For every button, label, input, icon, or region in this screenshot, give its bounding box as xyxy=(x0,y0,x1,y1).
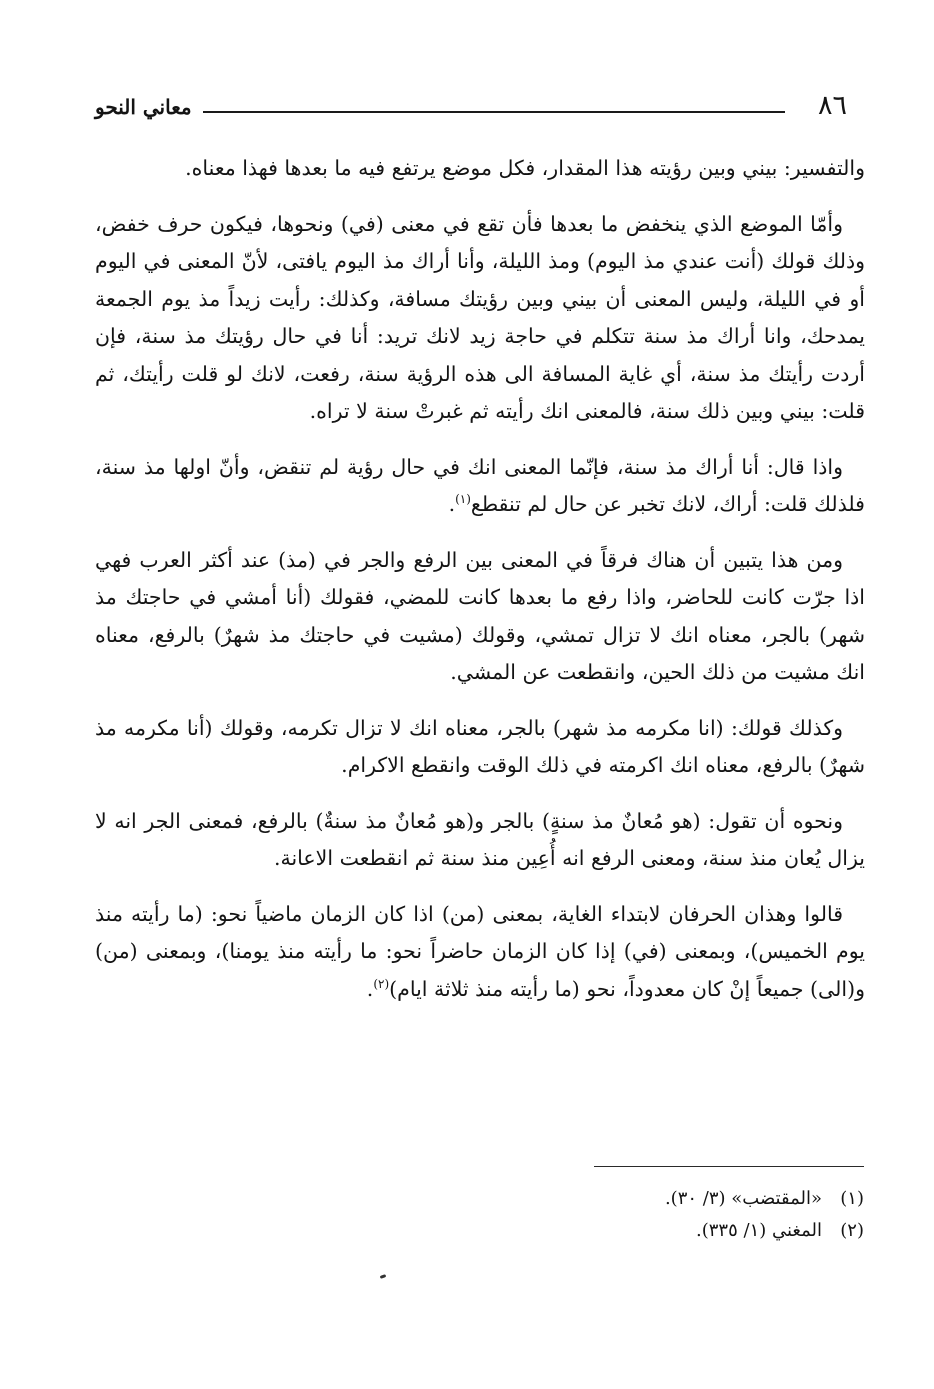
paragraph xyxy=(95,896,865,1009)
footnote-rule xyxy=(594,1166,864,1167)
footnote-text: المغني (١/ ٣٣٥). xyxy=(696,1220,822,1241)
paragraph: ومن هذا يتبين أن هناك فرقاً في المعنى بين الرفع والجر في (مذ) عند أكثر العرب فهي اذا جرّت كانت للحاضر، واذا رفع ما بعدها كانت للمضي، فقولك (أنا أمشي في حاجتك مذ شهر) بالجر، معناه انك لا تزال تمشي، وقولك (مشيت في حاجتك مذ شهرٌ) بالرفع، معناه انك مشيت من ذلك الحين، وانقطعت عن المشي. xyxy=(95,547,865,684)
page-number: ٨٦ xyxy=(817,90,847,121)
footnote-text: «المقتضب» (٣/ ٣٠). xyxy=(664,1188,822,1209)
paragraph xyxy=(95,449,865,524)
paragraph: والتفسير: بيني وبين رؤيته هذا المقدار، فكل موضع يرتفع فيه ما بعدها فهذا معناه. xyxy=(185,156,865,180)
header-rule xyxy=(203,111,785,113)
ink-speck xyxy=(380,1274,387,1279)
period: . xyxy=(366,976,374,1001)
footnote-number: (٢) xyxy=(840,1220,864,1241)
paragraph: ونحوه أن تقول: (هو مُعانٌ مذ سنةٍ) بالجر و(هو مُعانٌ مذ سنةٌ) بالرفع، فمعنى الجر انه لا يزال يُعان منذ سنة، ومعنى الرفع انه أُعِين منذ سنة ثم انقطعت الاعانة. xyxy=(95,808,865,870)
footnote-ref[interactable]: (٢) xyxy=(373,976,390,991)
paragraph: وكذلك قولك: (انا مكرمه مذ شهر) بالجر، معناه انك لا تزال تكرمه، وقولك (أنا مكرمه مذ شهرٌ) بالرفع، معناه انك اكرمته في ذلك الوقت وانقطع الاكرام. xyxy=(95,715,865,777)
page-header xyxy=(95,90,847,130)
paragraph-text: قالوا وهذان الحرفان لابتداء الغاية، بمعنى (من) اذا كان الزمان ماضياً نحو: (ما رأيته منذ يوم الخميس)، وبمعنى (في) إذا كان الزمان حاضراً نحو: ما رأيته منذ يومنا)، وبمعنى (من) و(الى) جميعاً إنْ كان معدوداً، نحو (ما رأيته منذ ثلاثة ايام) xyxy=(95,901,865,1001)
paragraph-text: واذا قال: أنا أراك مذ سنة، فإنّما المعنى انك في حال رؤية لم تنقض، وأنّ اولها مذ سنة، فلذلك قلت: أراك، لانك تخبر عن حال لم تنقطع xyxy=(95,454,865,516)
running-title: معاني النحو xyxy=(95,95,192,119)
footnotes xyxy=(400,1183,864,1247)
period: . xyxy=(448,492,456,516)
main-text xyxy=(95,150,865,1026)
paragraph: وأمّا الموضع الذي ينخفض ما بعدها فأن تقع في معنى (في) ونحوها، فيكون حرف خفض، وذلك قولك (أنت عندي مذ اليوم) ومذ الليلة، وأنا أراك مذ اليوم يافتى، لأنّ المعنى في اليوم أو في الليلة، وليس المعنى أن بيني وبين رؤيتك مسافة، وكذلك: رأيت زيداً مذ يوم الجمعة يمدحك، وانا أراك مذ سنة تتكلم في حاجة زيد لانك تريد: أنا في حال رؤيتك مذ سنة، فإن أردت رأيتك مذ سنة، أي غاية المسافة الى هذه الرؤية سنة، رفعت، لانك لو قلت رأيتك، ثم قلت: بيني وبين ذلك سنة، فالمعنى انك رأيته ثم غبرتْ سنة لا تراه. xyxy=(95,211,865,423)
footnote-item xyxy=(400,1215,864,1247)
footnote-ref[interactable]: (١) xyxy=(455,492,471,507)
footnote-item xyxy=(400,1183,864,1215)
footnote-number: (١) xyxy=(840,1188,864,1209)
